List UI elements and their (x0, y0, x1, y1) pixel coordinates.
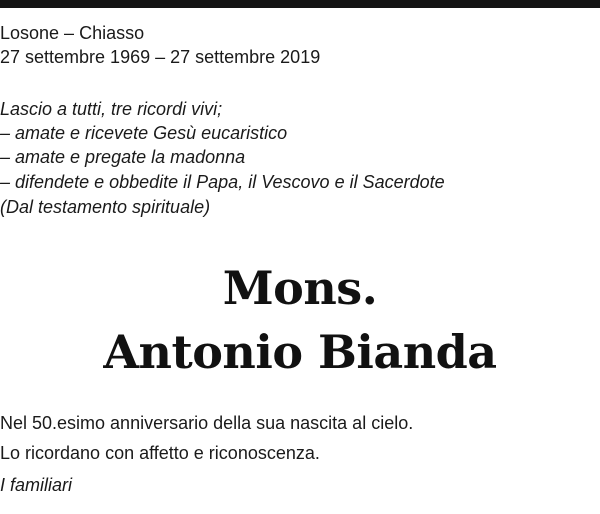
honorific-title: Mons. (222, 261, 378, 315)
remembrance-message: Lo ricordano con affetto e riconoscenza. (0, 443, 320, 463)
signature: I familiari (0, 475, 73, 495)
top-border-bar (0, 0, 600, 8)
places: Losone – Chiasso (0, 23, 145, 43)
quote-line: Lascio a tutti, tre ricordi vivi; (0, 99, 223, 119)
quote-source: (Dal testamento spirituale) (0, 197, 211, 217)
quote-line: – difendete e obbedite il Papa, il Vescovo e il Sacerdote (0, 172, 445, 192)
anniversary-message: Nel 50.esimo anniversario della sua nascita al cielo. (0, 413, 414, 433)
dates: 27 settembre 1969 – 27 settembre 2019 (0, 47, 321, 67)
deceased-name: Antonio Bianda (103, 325, 497, 379)
quote-line: – amate e ricevete Gesù eucaristico (0, 123, 288, 143)
quote-line: – amate e pregate la madonna (0, 147, 246, 167)
